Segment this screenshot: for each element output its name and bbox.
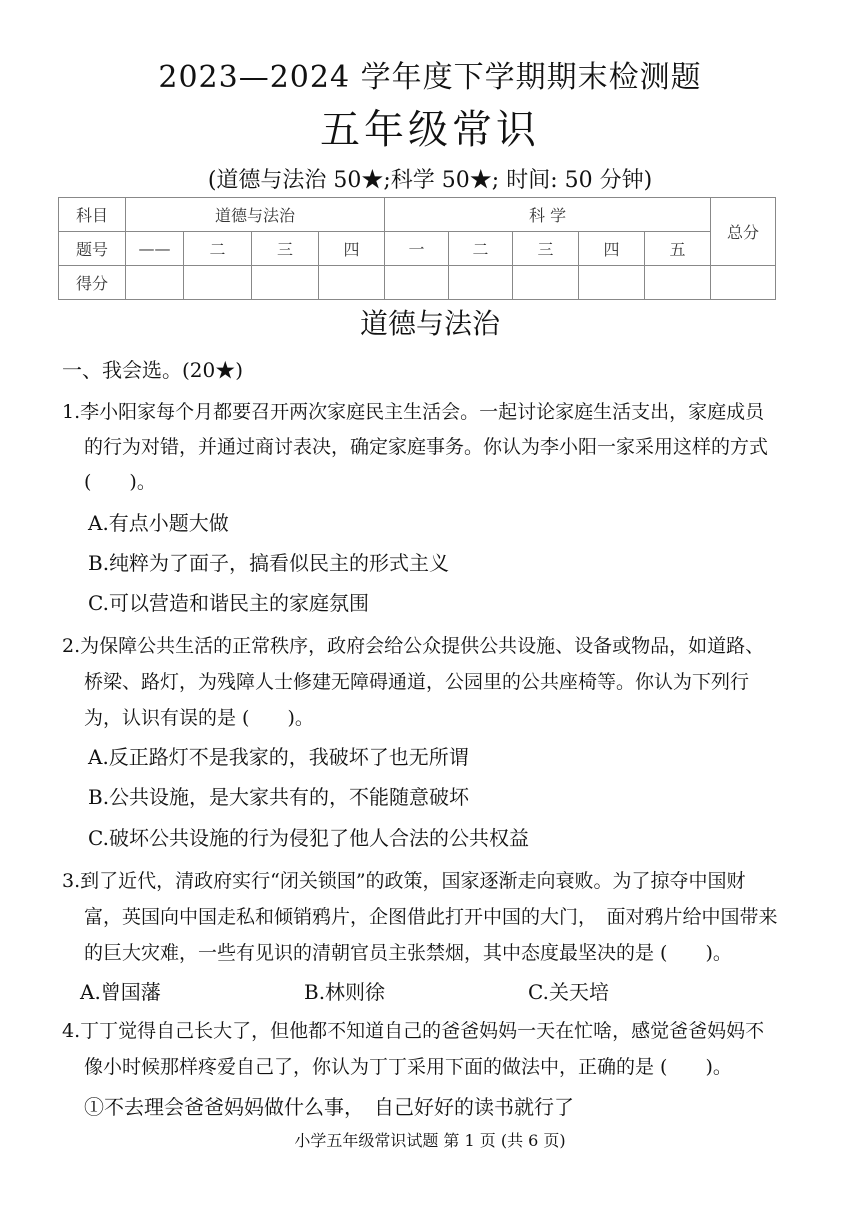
question-4-line-2: 像小时候那样疼爱自己了，你认为丁丁采用下面的做法中，正确的是 ( )。	[84, 1056, 732, 1078]
score-cell[interactable]	[184, 266, 252, 300]
question-3-option-c[interactable]: C.关天培	[528, 980, 609, 1004]
score-cell[interactable]	[319, 266, 385, 300]
exam-title: 2023—2024 学年度下学期期末检测题	[158, 60, 702, 95]
score-table-row-score	[59, 266, 776, 300]
question-2-line-2: 桥梁、路灯，为残障人士修建无障碍通道，公园里的公共座椅等。你认为下列行	[84, 671, 750, 693]
score-table-row-subject	[59, 198, 776, 232]
question-3-line-3: 的巨大灾难，一些有见识的清朝官员主张禁烟，其中态度最坚决的是 ( )。	[84, 942, 732, 964]
question-1-line-3: ( )。	[84, 471, 156, 493]
score-table-row-number	[59, 232, 776, 266]
col-science-5: 五	[645, 232, 711, 266]
exam-info: (道德与法治 50★;科学 50★; 时间: 50 分钟)	[207, 168, 653, 193]
col-science-1: 一	[385, 232, 449, 266]
col-moral-4: 四	[319, 232, 385, 266]
subject-science: 科 学	[385, 198, 711, 232]
score-cell[interactable]	[385, 266, 449, 300]
question-4-option-1[interactable]: ①不去理会爸爸妈妈做什么事， 自己好好的读书就行了	[84, 1095, 574, 1119]
question-3-line-2: 富，英国向中国走私和倾销鸦片，企图借此打开中国的大门， 面对鸦片给中国带来	[84, 906, 778, 928]
total-label: 总分	[711, 198, 776, 266]
score-cell[interactable]	[126, 266, 184, 300]
col-science-3: 三	[513, 232, 579, 266]
question-3-option-b[interactable]: B.林则徐	[304, 980, 386, 1004]
question-2-option-b[interactable]: B.公共设施，是大家共有的，不能随意破坏	[88, 785, 470, 809]
question-2-option-a[interactable]: A.反正路灯不是我家的，我破坏了也无所谓	[88, 745, 469, 769]
question-2-line-1: 2.为保障公共生活的正常秩序，政府会给公众提供公共设施、设备或物品，如道路、	[62, 635, 765, 657]
score-cell[interactable]	[513, 266, 579, 300]
question-1-option-a[interactable]: A.有点小题大做	[88, 511, 229, 535]
question-4-line-1: 4.丁丁觉得自己长大了，但他都不知道自己的爸爸妈妈一天在忙啥，感觉爸爸妈妈不	[62, 1020, 765, 1042]
score-cell[interactable]	[645, 266, 711, 300]
section-title: 道德与法治	[359, 307, 500, 340]
question-2-line-3: 为，认识有误的是 ( )。	[84, 707, 314, 729]
exam-subject: 五年级常识	[320, 107, 540, 153]
score-table	[58, 197, 776, 300]
subject-moral: 道德与法治	[126, 198, 385, 232]
score-cell[interactable]	[579, 266, 645, 300]
label-score: 得分	[59, 266, 126, 300]
question-1-option-b[interactable]: B.纯粹为了面子，搞看似民主的形式主义	[88, 551, 450, 575]
page-footer: 小学五年级常识试题 第 1 页 (共 6 页)	[294, 1131, 566, 1150]
score-cell-total[interactable]	[711, 266, 776, 300]
label-subject: 科目	[59, 198, 126, 232]
question-1-line-2: 的行为对错，并通过商讨表决，确定家庭事务。你认为李小阳一家采用这样的方式	[84, 436, 769, 458]
part-heading: 一、我会选。(20★)	[62, 358, 244, 382]
col-moral-2: 二	[184, 232, 252, 266]
score-cell[interactable]	[252, 266, 319, 300]
label-number: 题号	[59, 232, 126, 266]
question-1-option-c[interactable]: C.可以营造和谐民主的家庭氛围	[88, 591, 369, 615]
question-3-option-a[interactable]: A.曾国藩	[80, 980, 161, 1004]
score-cell[interactable]	[449, 266, 513, 300]
col-science-2: 二	[449, 232, 513, 266]
question-3-line-1: 3.到了近代，清政府实行“闭关锁国”的政策，国家逐渐走向衰败。为了掠夺中国财	[62, 870, 746, 892]
question-1-line-1: 1.李小阳家每个月都要召开两次家庭民主生活会。一起讨论家庭生活支出，家庭成员	[62, 401, 765, 423]
col-moral-1: ——	[126, 232, 184, 266]
col-science-4: 四	[579, 232, 645, 266]
question-2-option-c[interactable]: C.破坏公共设施的行为侵犯了他人合法的公共权益	[88, 826, 529, 850]
col-moral-3: 三	[252, 232, 319, 266]
